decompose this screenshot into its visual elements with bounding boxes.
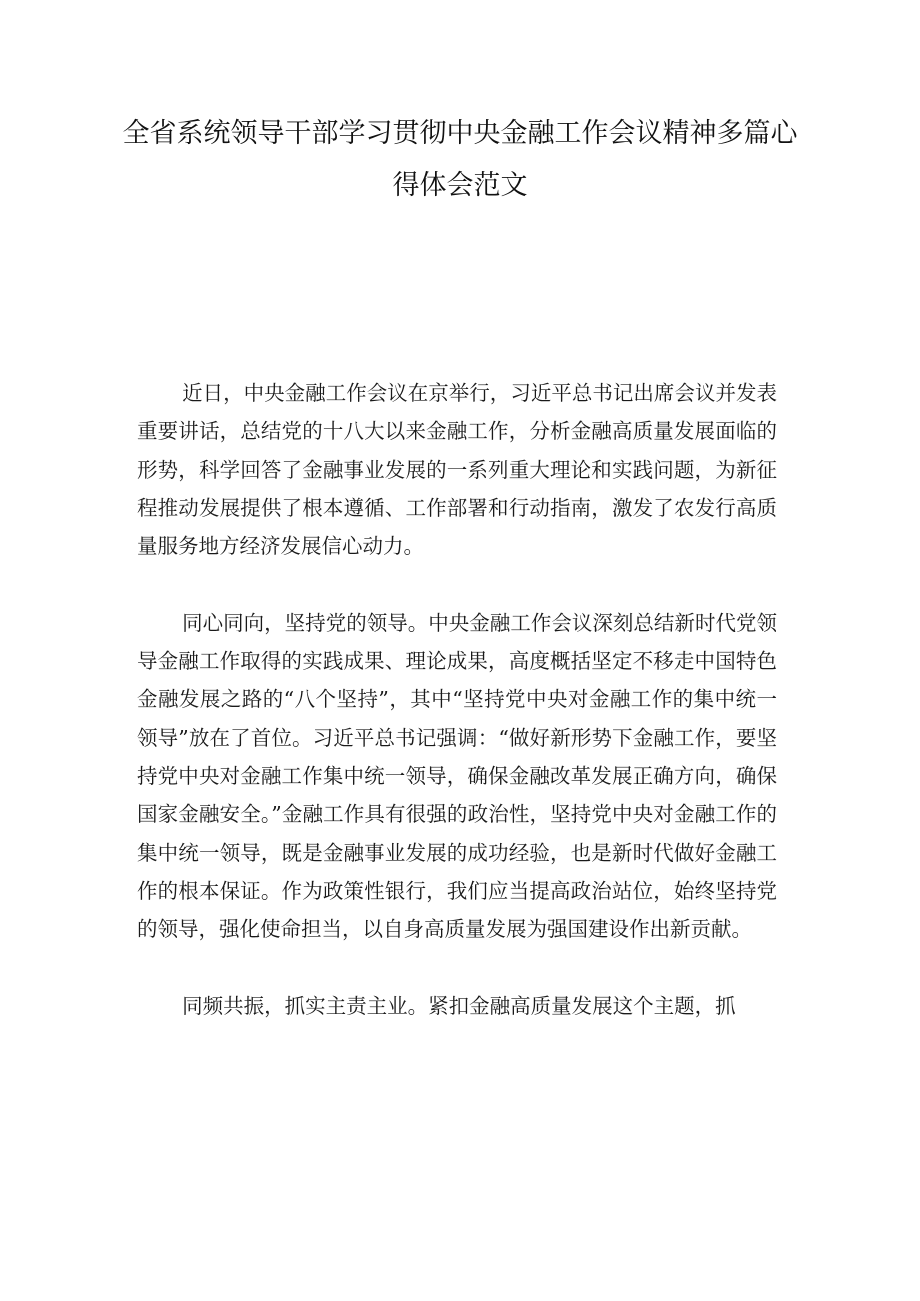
paragraph-2: 同心同向，坚持党的领导。中央金融工作会议深刻总结新时代党领导金融工作取得的实践成果、理论成果，高度概括坚定不移走中国特色金融发展之路的“八个坚持”，其中“坚持党中央对金融工作的集中统一领导”放在了首位。习近平总书记强调：“做好新形势下金融工作，要坚持党中央对金融工作集中统一领导，确保金融改革发展正确方向，确保国家金融安全。”金融工作具有很强的政治性，坚持党中央对金融工作的集中统一领导，既是金融事业发展的成功经验，也是新时代做好金融工作的根本保证。作为政策性银行，我们应当提高政治站位，始终坚持党的领导，强化使命担当，以自身高质量发展为强国建设作出新贡献。 <box>137 610 777 942</box>
document-body <box>137 374 777 1063</box>
paragraph-3: 同频共振，抓实主责主业。紧扣金融高质量发展这个主题，抓 <box>182 993 736 1018</box>
paragraph-1: 近日，中央金融工作会议在京举行，习近平总书记出席会议并发表重要讲话，总结党的十八大以来金融工作，分析金融高质量发展面临的形势，科学回答了金融事业发展的一系列重大理论和实践问题，为新征程推动发展提供了根本遵循、工作部署和行动指南，激发了农发行高质量服务地方经济发展信心动力。 <box>137 381 777 559</box>
document-title: 全省系统领导干部学习贯彻中央金融工作会议精神多篇心得体会范文 <box>122 118 798 201</box>
